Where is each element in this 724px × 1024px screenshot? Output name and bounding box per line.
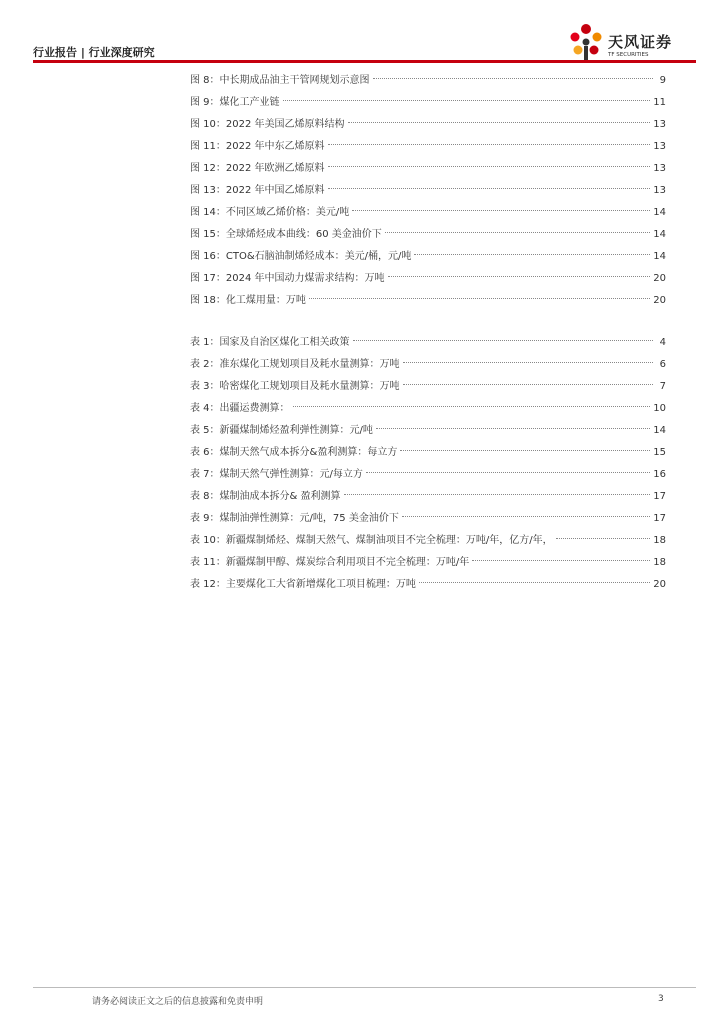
- entry-page: 10: [653, 403, 666, 414]
- entry-page: 14: [653, 251, 666, 262]
- entry-title: 表 8：煤制油成本拆分& 盈利测算: [190, 491, 341, 502]
- figure-entry[interactable]: [190, 136, 666, 158]
- entry-title: 图 11：2022 年中东乙烯原料: [190, 141, 325, 152]
- dot-leader: [556, 538, 651, 539]
- dot-leader: [283, 100, 651, 101]
- figure-entry[interactable]: [190, 202, 666, 224]
- entry-title: 表 11：新疆煤制甲醇、煤炭综合利用项目不完全梳理：万吨/年: [190, 557, 470, 568]
- entry-page: 4: [659, 337, 666, 348]
- footer-divider: [33, 987, 696, 988]
- header-divider: [33, 60, 696, 63]
- dot-leader: [385, 232, 650, 233]
- company-logo: [566, 22, 686, 62]
- table-entry[interactable]: [190, 486, 666, 508]
- logo-company-name: 天风证券: [608, 33, 673, 51]
- dot-leader: [373, 78, 653, 79]
- dot-leader: [352, 210, 650, 211]
- dot-leader: [328, 188, 651, 189]
- flower-logo-icon: [566, 22, 606, 62]
- table-entry[interactable]: [190, 552, 666, 574]
- dot-leader: [328, 144, 651, 145]
- entry-title: 图 16：CTO&石脑油制烯烃成本：美元/桶，元/吨: [190, 251, 412, 262]
- table-entry[interactable]: [190, 530, 666, 552]
- entry-page: 20: [653, 273, 666, 284]
- table-entry[interactable]: [190, 398, 666, 420]
- entry-title: 表 1：国家及自治区煤化工相关政策: [190, 337, 350, 348]
- table-entry[interactable]: [190, 332, 666, 354]
- dot-leader: [419, 582, 650, 583]
- entry-page: 14: [653, 229, 666, 240]
- page-number: 3: [658, 994, 664, 1004]
- entry-title: 表 5：新疆煤制烯烃盈利弹性测算：元/吨: [190, 425, 373, 436]
- figure-entry[interactable]: [190, 224, 666, 246]
- entry-title: 图 15：全球烯烃成本曲线：60 美金油价下: [190, 229, 382, 240]
- entry-title: 图 14：不同区域乙烯价格：美元/吨: [190, 207, 350, 218]
- table-entry[interactable]: [190, 574, 666, 596]
- figure-entry[interactable]: [190, 268, 666, 290]
- entry-page: 13: [653, 163, 666, 174]
- entry-title: 表 12：主要煤化工大省新增煤化工项目梳理：万吨: [190, 579, 416, 590]
- dot-leader: [348, 122, 651, 123]
- table-entry[interactable]: [190, 442, 666, 464]
- entry-page: 13: [653, 185, 666, 196]
- figure-list: [190, 70, 666, 312]
- dot-leader: [388, 276, 651, 277]
- entry-page: 7: [659, 381, 666, 392]
- table-entry[interactable]: [190, 354, 666, 376]
- entry-title: 表 10：新疆煤制烯烃、煤制天然气、煤制油项目不完全梳理：万吨/年，亿方/年，: [190, 535, 553, 546]
- entry-page: 17: [653, 513, 666, 524]
- entry-page: 6: [659, 359, 666, 370]
- table-entry[interactable]: [190, 376, 666, 398]
- entry-title: 图 13：2022 年中国乙烯原料: [190, 185, 325, 196]
- entry-page: 14: [653, 207, 666, 218]
- entry-page: 13: [653, 119, 666, 130]
- section-spacer: [190, 312, 666, 332]
- logo-company-english: TF SECURITIES: [608, 52, 649, 58]
- dot-leader: [414, 254, 650, 255]
- entry-title: 表 6：煤制天然气成本拆分&盈利测算：每立方: [190, 447, 398, 458]
- dot-leader: [293, 406, 651, 407]
- dot-leader: [400, 450, 650, 451]
- figure-entry[interactable]: [190, 246, 666, 268]
- dot-leader: [472, 560, 650, 561]
- figure-entry[interactable]: [190, 158, 666, 180]
- entry-title: 图 12：2022 年欧洲乙烯原料: [190, 163, 325, 174]
- entry-page: 18: [653, 535, 666, 546]
- footer-disclaimer: 请务必阅读正文之后的信息披露和免责申明: [92, 997, 264, 1007]
- entry-title: 表 9：煤制油弹性测算：元/吨，75 美金油价下: [190, 513, 399, 524]
- report-category: 行业报告 | 行业深度研究: [33, 46, 155, 59]
- dot-leader: [344, 494, 651, 495]
- table-entry[interactable]: [190, 464, 666, 486]
- figure-entry[interactable]: [190, 114, 666, 136]
- figure-entry[interactable]: [190, 180, 666, 202]
- table-entry[interactable]: [190, 508, 666, 530]
- table-list: [190, 332, 666, 596]
- dot-leader: [353, 340, 653, 341]
- entry-title: 图 17：2024 年中国动力煤需求结构：万吨: [190, 273, 385, 284]
- dot-leader: [403, 362, 653, 363]
- figure-entry[interactable]: [190, 92, 666, 114]
- entry-title: 图 10：2022 年美国乙烯原料结构: [190, 119, 345, 130]
- dot-leader: [309, 298, 650, 299]
- entry-page: 15: [653, 447, 666, 458]
- entry-title: 图 9：煤化工产业链: [190, 97, 280, 108]
- figure-entry[interactable]: [190, 290, 666, 312]
- dot-leader: [366, 472, 650, 473]
- table-of-contents: [190, 70, 666, 596]
- dot-leader: [402, 516, 650, 517]
- entry-page: 18: [653, 557, 666, 568]
- entry-page: 20: [653, 295, 666, 306]
- entry-title: 表 4：出疆运费测算：: [190, 403, 290, 414]
- table-entry[interactable]: [190, 420, 666, 442]
- entry-title: 表 3：哈密煤化工规划项目及耗水量测算：万吨: [190, 381, 400, 392]
- entry-title: 图 8：中长期成品油主干管网规划示意图: [190, 75, 370, 86]
- entry-page: 9: [659, 75, 666, 86]
- entry-page: 20: [653, 579, 666, 590]
- entry-page: 16: [653, 469, 666, 480]
- entry-page: 13: [653, 141, 666, 152]
- entry-page: 17: [653, 491, 666, 502]
- dot-leader: [376, 428, 650, 429]
- entry-title: 表 2：准东煤化工规划项目及耗水量测算：万吨: [190, 359, 400, 370]
- entry-page: 14: [653, 425, 666, 436]
- dot-leader: [403, 384, 653, 385]
- entry-title: 表 7：煤制天然气弹性测算：元/每立方: [190, 469, 363, 480]
- figure-entry[interactable]: [190, 70, 666, 92]
- entry-page: 11: [653, 97, 666, 108]
- dot-leader: [328, 166, 651, 167]
- entry-title: 图 18：化工煤用量：万吨: [190, 295, 306, 306]
